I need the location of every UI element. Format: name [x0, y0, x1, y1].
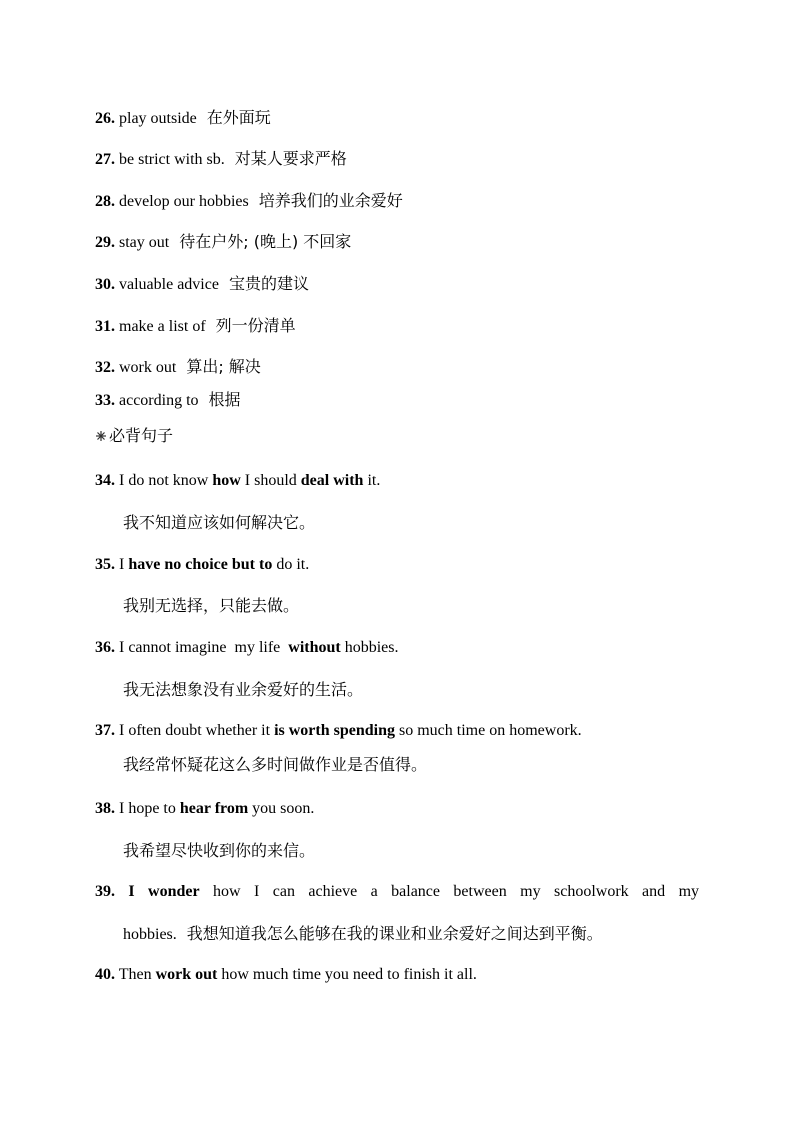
phrase-28: [95, 191, 403, 212]
item-number: 39.: [95, 883, 115, 900]
item-number: 31.: [95, 318, 115, 335]
sentence-text: hobbies.: [340, 639, 399, 656]
phrase-31: [95, 316, 296, 337]
item-number: 36.: [95, 639, 115, 656]
sentence-text: I should: [240, 472, 301, 489]
item-number: 32.: [95, 359, 115, 376]
phrase-english: be strict with sb.: [119, 151, 225, 168]
phrase-30: [95, 274, 309, 295]
phrase-chinese: 培养我们的业余爱好: [258, 191, 403, 210]
section-title: 必背句子: [109, 426, 174, 445]
sentence-35-translation: 我别无选择，只能去做。: [123, 596, 300, 615]
phrase-27: [95, 149, 347, 170]
sentence-text: I cannot imagine my life: [119, 639, 289, 656]
phrase-33: [95, 390, 241, 411]
sentence-text: how I can achieve a balance between my schoolwork and my: [199, 883, 700, 900]
item-number: 29.: [95, 234, 115, 251]
sentence-37: [95, 721, 582, 741]
snowflake-icon: [95, 430, 107, 442]
item-number: 38.: [95, 800, 115, 817]
key-phrase: work out: [155, 966, 218, 983]
sentence-40: [95, 965, 477, 985]
item-number: 40.: [95, 966, 115, 983]
sentence-38: [95, 799, 314, 819]
sentence-text: it.: [363, 472, 381, 489]
sentence-text: how much time you need to finish it all.: [217, 966, 477, 983]
sentence-39: [95, 882, 699, 902]
sentence-34-translation: 我不知道应该如何解决它。: [123, 513, 316, 532]
phrase-chinese: 列一份清单: [215, 316, 296, 335]
phrase-chinese: 根据: [208, 390, 241, 409]
phrase-english: make a list of: [119, 318, 206, 335]
key-phrase: I wonder: [128, 883, 200, 900]
sentence-text: I do not know: [119, 472, 213, 489]
sentence-text: hobbies.: [123, 926, 177, 943]
sentence-39-translation: 我想知道我怎么能够在我的课业和业余爱好之间达到平衡。: [186, 924, 603, 943]
sentence-36: [95, 638, 399, 658]
sentence-38-translation: 我希望尽快收到你的来信。: [123, 841, 316, 860]
sentence-text: I often doubt whether it: [119, 722, 275, 739]
item-number: 35.: [95, 556, 115, 573]
item-number: 34.: [95, 472, 115, 489]
section-heading: [95, 426, 173, 447]
phrase-chinese: 待在户外; (晚上) 不回家: [179, 232, 352, 251]
phrase-english: develop our hobbies: [119, 193, 249, 210]
item-number: 37.: [95, 722, 115, 739]
sentence-36-translation: 我无法想象没有业余爱好的生活。: [123, 680, 364, 699]
phrase-chinese: 在外面玩: [206, 108, 271, 127]
key-phrase: hear from: [179, 800, 249, 817]
sentence-39-continuation: [123, 924, 603, 945]
item-number: 26.: [95, 110, 115, 127]
key-phrase: how: [212, 472, 241, 489]
phrase-29: [95, 232, 351, 253]
phrase-english: valuable advice: [119, 276, 219, 293]
item-number: 28.: [95, 193, 115, 210]
sentence-text: I hope to: [119, 800, 180, 817]
phrase-32: [95, 357, 261, 378]
phrase-26: [95, 108, 271, 129]
key-phrase: is worth spending: [274, 722, 395, 739]
key-phrase: without: [288, 639, 341, 656]
item-number: 27.: [95, 151, 115, 168]
phrase-english: play outside: [119, 110, 197, 127]
phrase-chinese: 算出; 解决: [186, 357, 261, 376]
sentence-34: [95, 471, 380, 491]
phrase-english: stay out: [119, 234, 170, 251]
sentence-text: I: [119, 556, 129, 573]
key-phrase: deal with: [300, 472, 364, 489]
sentence-text: so much time on homework.: [395, 722, 582, 739]
item-number: 33.: [95, 392, 115, 409]
phrase-english: work out: [119, 359, 177, 376]
phrase-chinese: 对某人要求严格: [234, 149, 347, 168]
sentence-text: do it.: [272, 556, 310, 573]
sentence-37-translation: 我经常怀疑花这么多时间做作业是否值得。: [123, 755, 428, 774]
sentence-text: you soon.: [248, 800, 315, 817]
sentence-35: [95, 555, 309, 575]
sentence-text: Then: [118, 966, 156, 983]
item-number: 30.: [95, 276, 115, 293]
phrase-english: according to: [119, 392, 199, 409]
phrase-chinese: 宝贵的建议: [228, 274, 309, 293]
key-phrase: have no choice but to: [128, 556, 273, 573]
